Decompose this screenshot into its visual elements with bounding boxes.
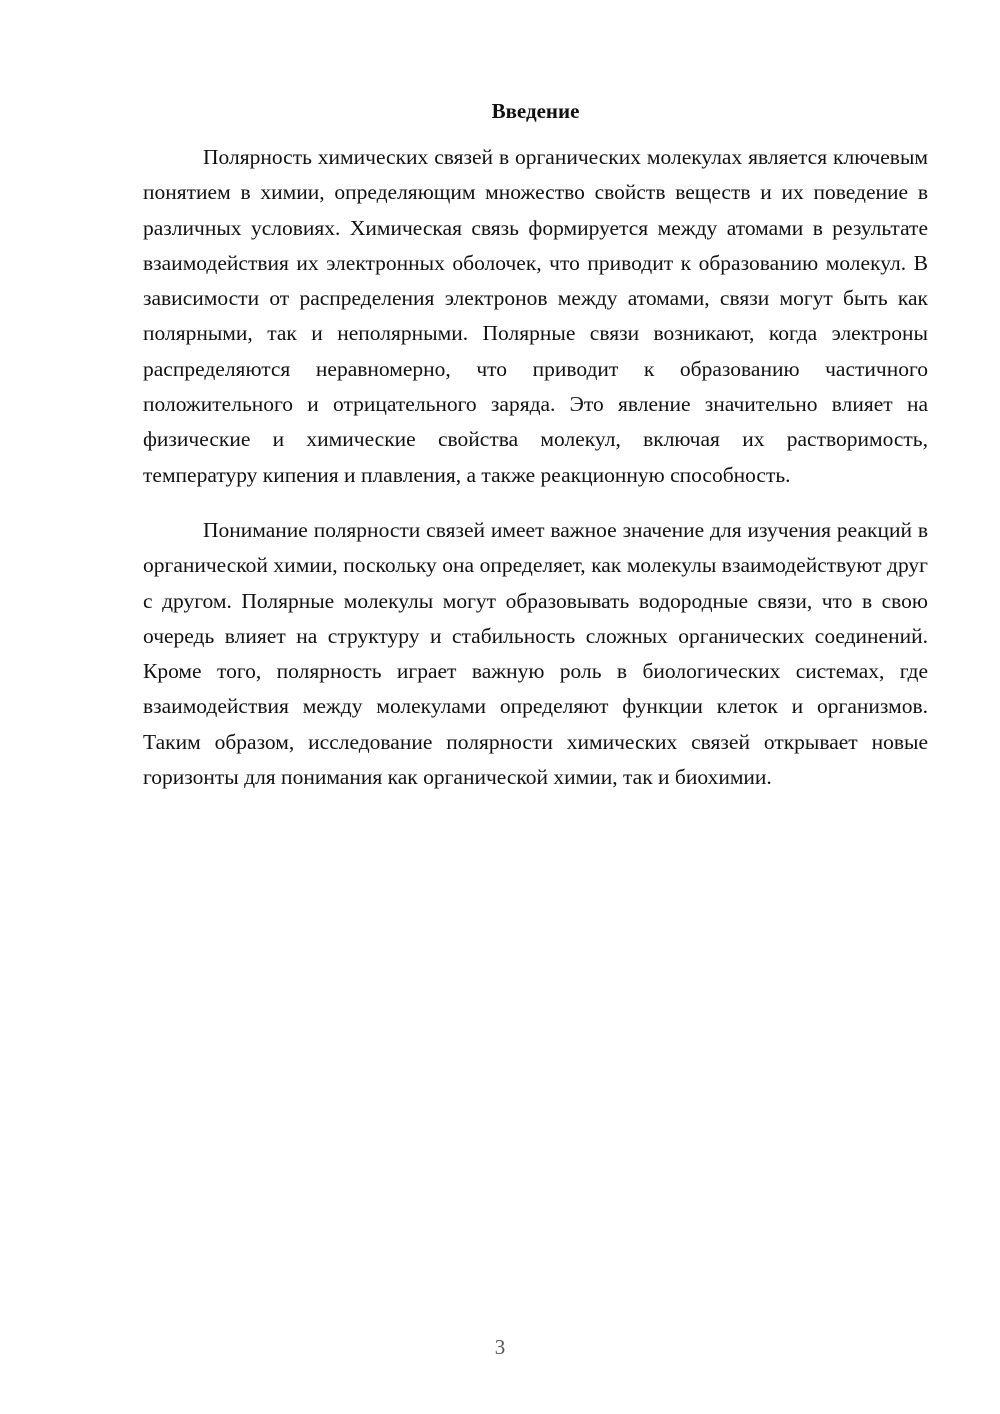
paragraph-1: Полярность химических связей в органических молекулах является ключевым понятием в химии, определяющим множество свойств веществ и их поведение в различных условиях. Химическая связь формируется между атомами в результате взаимодействия их электронных оболочек, что приводит к образованию молекул. В зависимости от распределения электронов между атомами, связи могут быть как полярными, так и неполярными. Полярные связи возникают, когда электроны распределяются неравномерно, что приводит к образованию частичного положительного и отрицательного заряда. Это явление значительно влияет на физические и химические свойства молекул, включая их растворимость, температуру кипения и плавления, а также реакционную способность. — [143, 145, 928, 487]
paragraph-2: Понимание полярности связей имеет важное значение для изучения реакций в органической химии, поскольку она определяет, как молекулы взаимодействуют друг с другом. Полярные молекулы могут образовывать водородные связи, что в свою очередь влияет на структуру и стабильность сложных органических соединений. Кроме того, полярность играет важную роль в биологических системах, где взаимодействия между молекулами определяют функции клеток и организмов. Таким образом, исследование полярности химических связей открывает новые горизонты для понимания как органической химии, так и биохимии. — [143, 517, 928, 790]
page-content — [143, 96, 928, 795]
section-heading: Введение — [491, 99, 580, 123]
page-number: 3 — [494, 1335, 506, 1359]
